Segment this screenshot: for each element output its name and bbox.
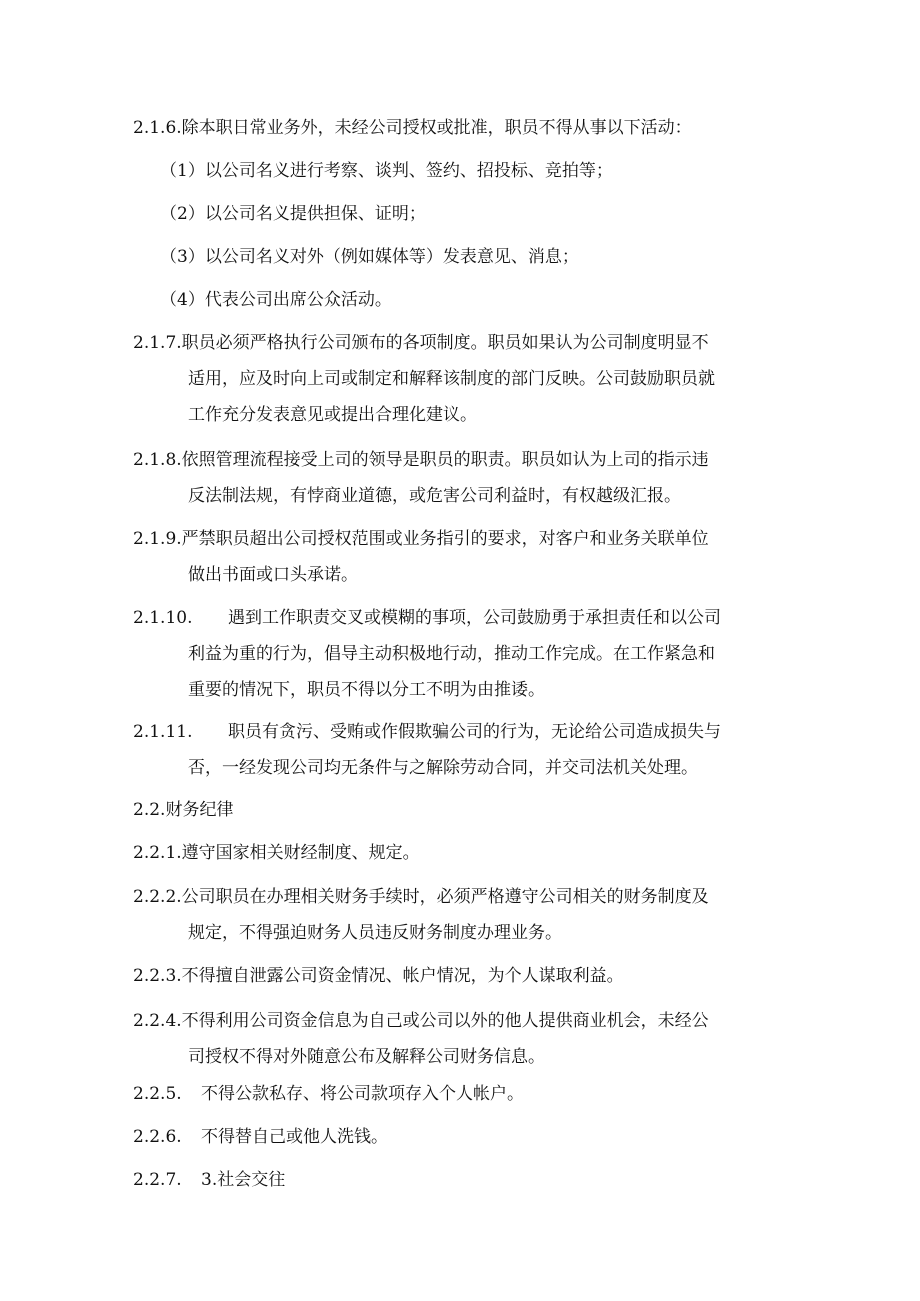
clause-text: 反法制法规，有悖商业道德，或危害公司利益时，有权越级汇报。: [188, 486, 681, 506]
sub-item-3: [160, 239, 800, 275]
clause-text: 严禁职员超出公司授权范围或业务指引的要求，对客户和业务关联单位: [181, 529, 709, 549]
clause-text: 利益为重的行为，倡导主动积极地行动，推动工作完成。在工作紧急和: [188, 644, 715, 664]
clause-2-1-10: [133, 600, 773, 708]
clause-number: 2.2.3.: [133, 966, 182, 986]
clause-number: 2.2.2.: [133, 887, 182, 907]
clause-text: 适用，应及时向上司或制定和解释该制度的部门反映。公司鼓励职员就: [188, 369, 715, 389]
clause-2-2-2: [133, 879, 773, 951]
sub-item-4: [160, 282, 800, 318]
clause-2-1-7: [133, 325, 773, 433]
clause-text: 不得利用公司资金信息为自己或公司以外的他人提供商业机会，未经公: [181, 1011, 709, 1031]
clause-2-2-4: [133, 1003, 773, 1075]
sub-item-text: （4）代表公司出席公众活动。: [160, 290, 392, 310]
clause-text: 工作充分发表意见或提出合理化建议。: [188, 405, 477, 425]
clause-text: 不得擅自泄露公司资金情况、帐户情况，为个人谋取利益。: [181, 966, 624, 986]
clause-number: 2.1.11.: [133, 722, 193, 742]
clause-text: 司授权不得对外随意公布及解释公司财务信息。: [188, 1047, 545, 1067]
clause-2-1-11: [133, 714, 773, 786]
clause-text: 公司职员在办理相关财务手续时，必须严格遵守公司相关的财务制度及: [181, 887, 709, 907]
clause-text: 职员有贪污、受贿或作假欺骗公司的行为，无论给公司造成损失与: [228, 722, 721, 742]
clause-number: 2.2.1.: [133, 843, 182, 863]
clause-text: 3.社会交往: [201, 1170, 286, 1190]
clause-2-1-6: [133, 110, 773, 146]
clause-text: 做出书面或口头承诺。: [188, 565, 358, 585]
sub-item-1: [160, 153, 800, 189]
clause-number: 2.1.6.: [133, 118, 182, 138]
section-title: 财务纪律: [165, 800, 234, 820]
section-2-2: [133, 792, 773, 828]
clause-text: 职员必须严格执行公司颁布的各项制度。职员如果认为公司制度明显不: [181, 333, 709, 353]
clause-number: 2.1.10.: [133, 608, 193, 628]
clause-2-1-8: [133, 442, 773, 514]
clause-text: 依照管理流程接受上司的领导是职员的职责。职员如认为上司的指示违: [181, 450, 709, 470]
section-number: 2.2.: [133, 800, 166, 820]
clause-2-2-6: [133, 1119, 773, 1155]
sub-item-text: （3）以公司名义对外（例如媒体等）发表意见、消息；: [160, 247, 579, 267]
clause-text: 不得公款私存、将公司款项存入个人帐户。: [201, 1084, 524, 1104]
clause-number: 2.1.9.: [133, 529, 182, 549]
clause-text: 否，一经发现公司均无条件与之解除劳动合同，并交司法机关处理。: [188, 758, 698, 778]
clause-text: 遇到工作职责交叉或模糊的事项，公司鼓励勇于承担责任和以公司: [228, 608, 721, 628]
clause-2-2-1: [133, 835, 773, 871]
clause-text: 规定，不得强迫财务人员违反财务制度办理业务。: [188, 923, 562, 943]
clause-number: 2.1.8.: [133, 450, 182, 470]
clause-text: 重要的情况下，职员不得以分工不明为由推诿。: [188, 680, 545, 700]
clause-number: 2.2.7.: [133, 1170, 182, 1190]
clause-2-2-5: [133, 1076, 773, 1112]
clause-2-1-9: [133, 521, 773, 593]
clause-2-2-3: [133, 958, 773, 994]
sub-item-2: [160, 196, 800, 232]
clause-2-2-7: [133, 1162, 773, 1198]
clause-text: 遵守国家相关财经制度、规定。: [181, 843, 420, 863]
clause-number: 2.2.4.: [133, 1011, 182, 1031]
sub-item-text: （2）以公司名义提供担保、证明；: [160, 204, 426, 224]
clause-number: 2.2.5.: [133, 1084, 182, 1104]
clause-text: 除本职日常业务外，未经公司授权或批准，职员不得从事以下活动：: [181, 118, 692, 138]
clause-number: 2.1.7.: [133, 333, 182, 353]
clause-text: 不得替自己或他人洗钱。: [201, 1127, 388, 1147]
sub-item-text: （1）以公司名义进行考察、谈判、签约、招投标、竞拍等；: [160, 161, 613, 181]
clause-number: 2.2.6.: [133, 1127, 182, 1147]
